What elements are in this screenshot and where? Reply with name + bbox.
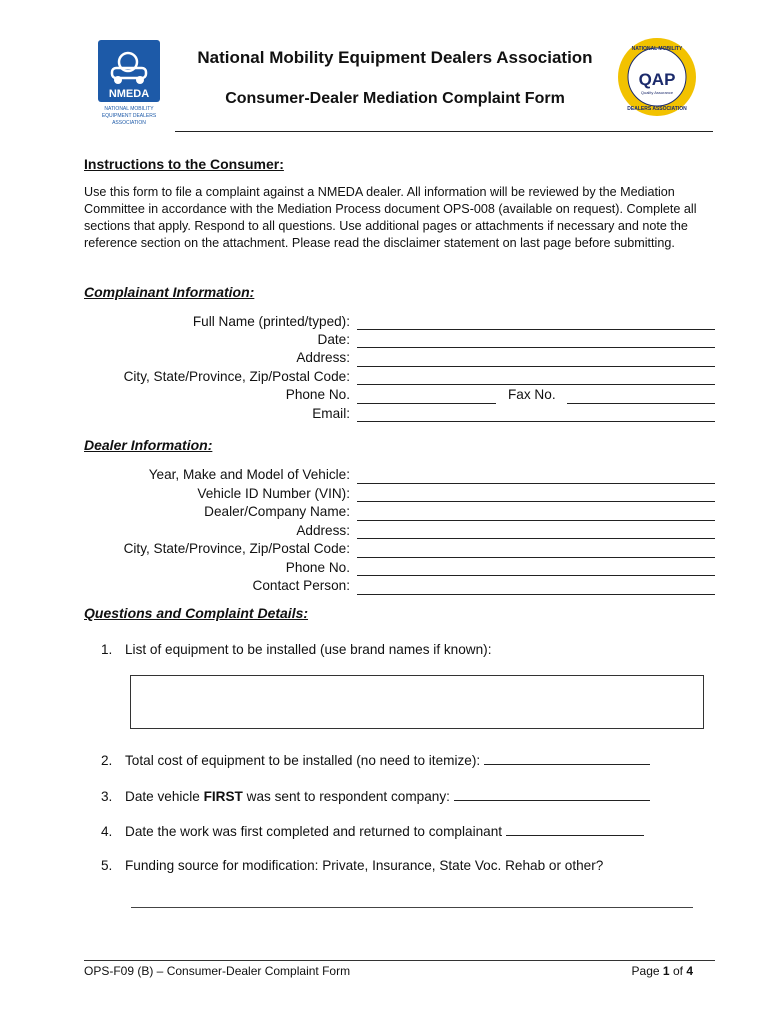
footer-form-id: OPS-F09 (B) – Consumer-Dealer Complaint Form (84, 964, 351, 978)
page-total: 4 (686, 964, 693, 978)
total-cost-field[interactable] (484, 752, 650, 765)
question-4 (101, 823, 644, 839)
question-2-text: Total cost of equipment to be installed (no need to itemize): (125, 753, 481, 768)
nmeda-logo (98, 40, 160, 128)
form-title: Consumer-Dealer Mediation Complaint Form (225, 90, 565, 107)
dealer-address-label: Address: (296, 523, 350, 538)
header-divider (175, 131, 713, 132)
question-3-number: 3. (101, 789, 113, 804)
question-5-number: 5. (101, 858, 113, 873)
page-of-label: of (672, 964, 683, 978)
dealer-phone-field[interactable] (357, 575, 715, 576)
contact-person-field[interactable] (357, 594, 715, 595)
question-3-text-post: was sent to respondent company: (246, 789, 450, 804)
email-field[interactable] (357, 421, 715, 422)
fax-field[interactable] (567, 403, 715, 404)
funding-source-field[interactable] (131, 907, 693, 908)
address-label: Address: (296, 350, 350, 365)
dealer-company-field[interactable] (357, 520, 715, 521)
svg-text:Quality Assurance: Quality Assurance (640, 90, 674, 95)
question-3-text-pre: Date vehicle (125, 789, 200, 804)
question-1 (101, 642, 491, 657)
city-field[interactable] (357, 384, 715, 385)
vin-field[interactable] (357, 501, 715, 502)
contact-person-label: Contact Person: (252, 578, 350, 593)
qap-logo-text: QAP (638, 70, 676, 89)
address-field[interactable] (357, 366, 715, 367)
svg-text:DEALERS ASSOCIATION: DEALERS ASSOCIATION (627, 106, 687, 112)
dealer-city-label: City, State/Province, Zip/Postal Code: (123, 541, 350, 556)
nmeda-logo-text: NMEDA (108, 88, 150, 100)
date-label: Date: (317, 332, 350, 347)
dealer-heading: Dealer Information: (84, 437, 213, 453)
question-4-text: Date the work was first completed and returned to complainant (125, 824, 503, 839)
vin-label: Vehicle ID Number (VIN): (197, 486, 350, 501)
vehicle-label: Year, Make and Model of Vehicle: (148, 467, 350, 482)
dealer-address-field[interactable] (357, 538, 715, 539)
questions-heading: Questions and Complaint Details: (84, 605, 309, 621)
city-label: City, State/Province, Zip/Postal Code: (123, 369, 350, 384)
instructions-text: Use this form to file a complaint against a NMEDA dealer. All information will be reviewed by the Mediation Committee in accordance with the Mediation Process document OPS-008 (available on request). Complete all sections that apply. Respond to all questions. Use additional pages or attachments if necessary and note the reference section on the attachment. Please read the disclaimer statement on last page before submitting. (84, 185, 697, 250)
dealer-city-field[interactable] (357, 557, 715, 558)
phone-field[interactable] (357, 403, 496, 404)
date-field[interactable] (357, 347, 715, 348)
full-name-field[interactable] (357, 329, 715, 330)
dealer-company-label: Dealer/Company Name: (204, 504, 350, 519)
email-label: Email: (312, 406, 350, 421)
complainant-heading: Complainant Information: (84, 284, 255, 300)
question-2 (101, 752, 650, 768)
question-3-text-bold: FIRST (203, 789, 243, 804)
svg-text:NATIONAL MOBILITY: NATIONAL MOBILITY (104, 106, 154, 112)
dealer-phone-label: Phone No. (285, 560, 350, 575)
question-2-number: 2. (101, 753, 113, 768)
svg-text:ASSOCIATION: ASSOCIATION (112, 120, 146, 126)
association-title: National Mobility Equipment Dealers Association (197, 48, 593, 67)
question-1-number: 1. (101, 642, 113, 657)
question-3 (101, 788, 650, 804)
question-4-number: 4. (101, 824, 113, 839)
date-completed-field[interactable] (506, 823, 644, 836)
question-1-text: List of equipment to be installed (use brand names if known): (125, 642, 492, 657)
footer-divider (84, 960, 715, 961)
svg-text:EQUIPMENT DEALERS: EQUIPMENT DEALERS (101, 113, 157, 119)
fax-label: Fax No. (508, 387, 556, 402)
page-number: 1 (662, 964, 670, 978)
equipment-list-box[interactable] (130, 675, 704, 729)
question-5-text: Funding source for modification: Private, Insurance, State Voc. Rehab or other? (125, 858, 604, 873)
page-indicator (632, 964, 693, 978)
date-first-sent-field[interactable] (454, 788, 650, 801)
instructions-heading: Instructions to the Consumer: (84, 156, 284, 172)
qap-seal-logo (617, 37, 697, 117)
vehicle-field[interactable] (357, 483, 715, 484)
page-label: Page (631, 964, 660, 978)
full-name-label: Full Name (printed/typed): (192, 314, 350, 329)
phone-label: Phone No. (285, 387, 350, 402)
question-5 (101, 858, 603, 873)
svg-text:NATIONAL MOBILITY: NATIONAL MOBILITY (631, 46, 683, 52)
